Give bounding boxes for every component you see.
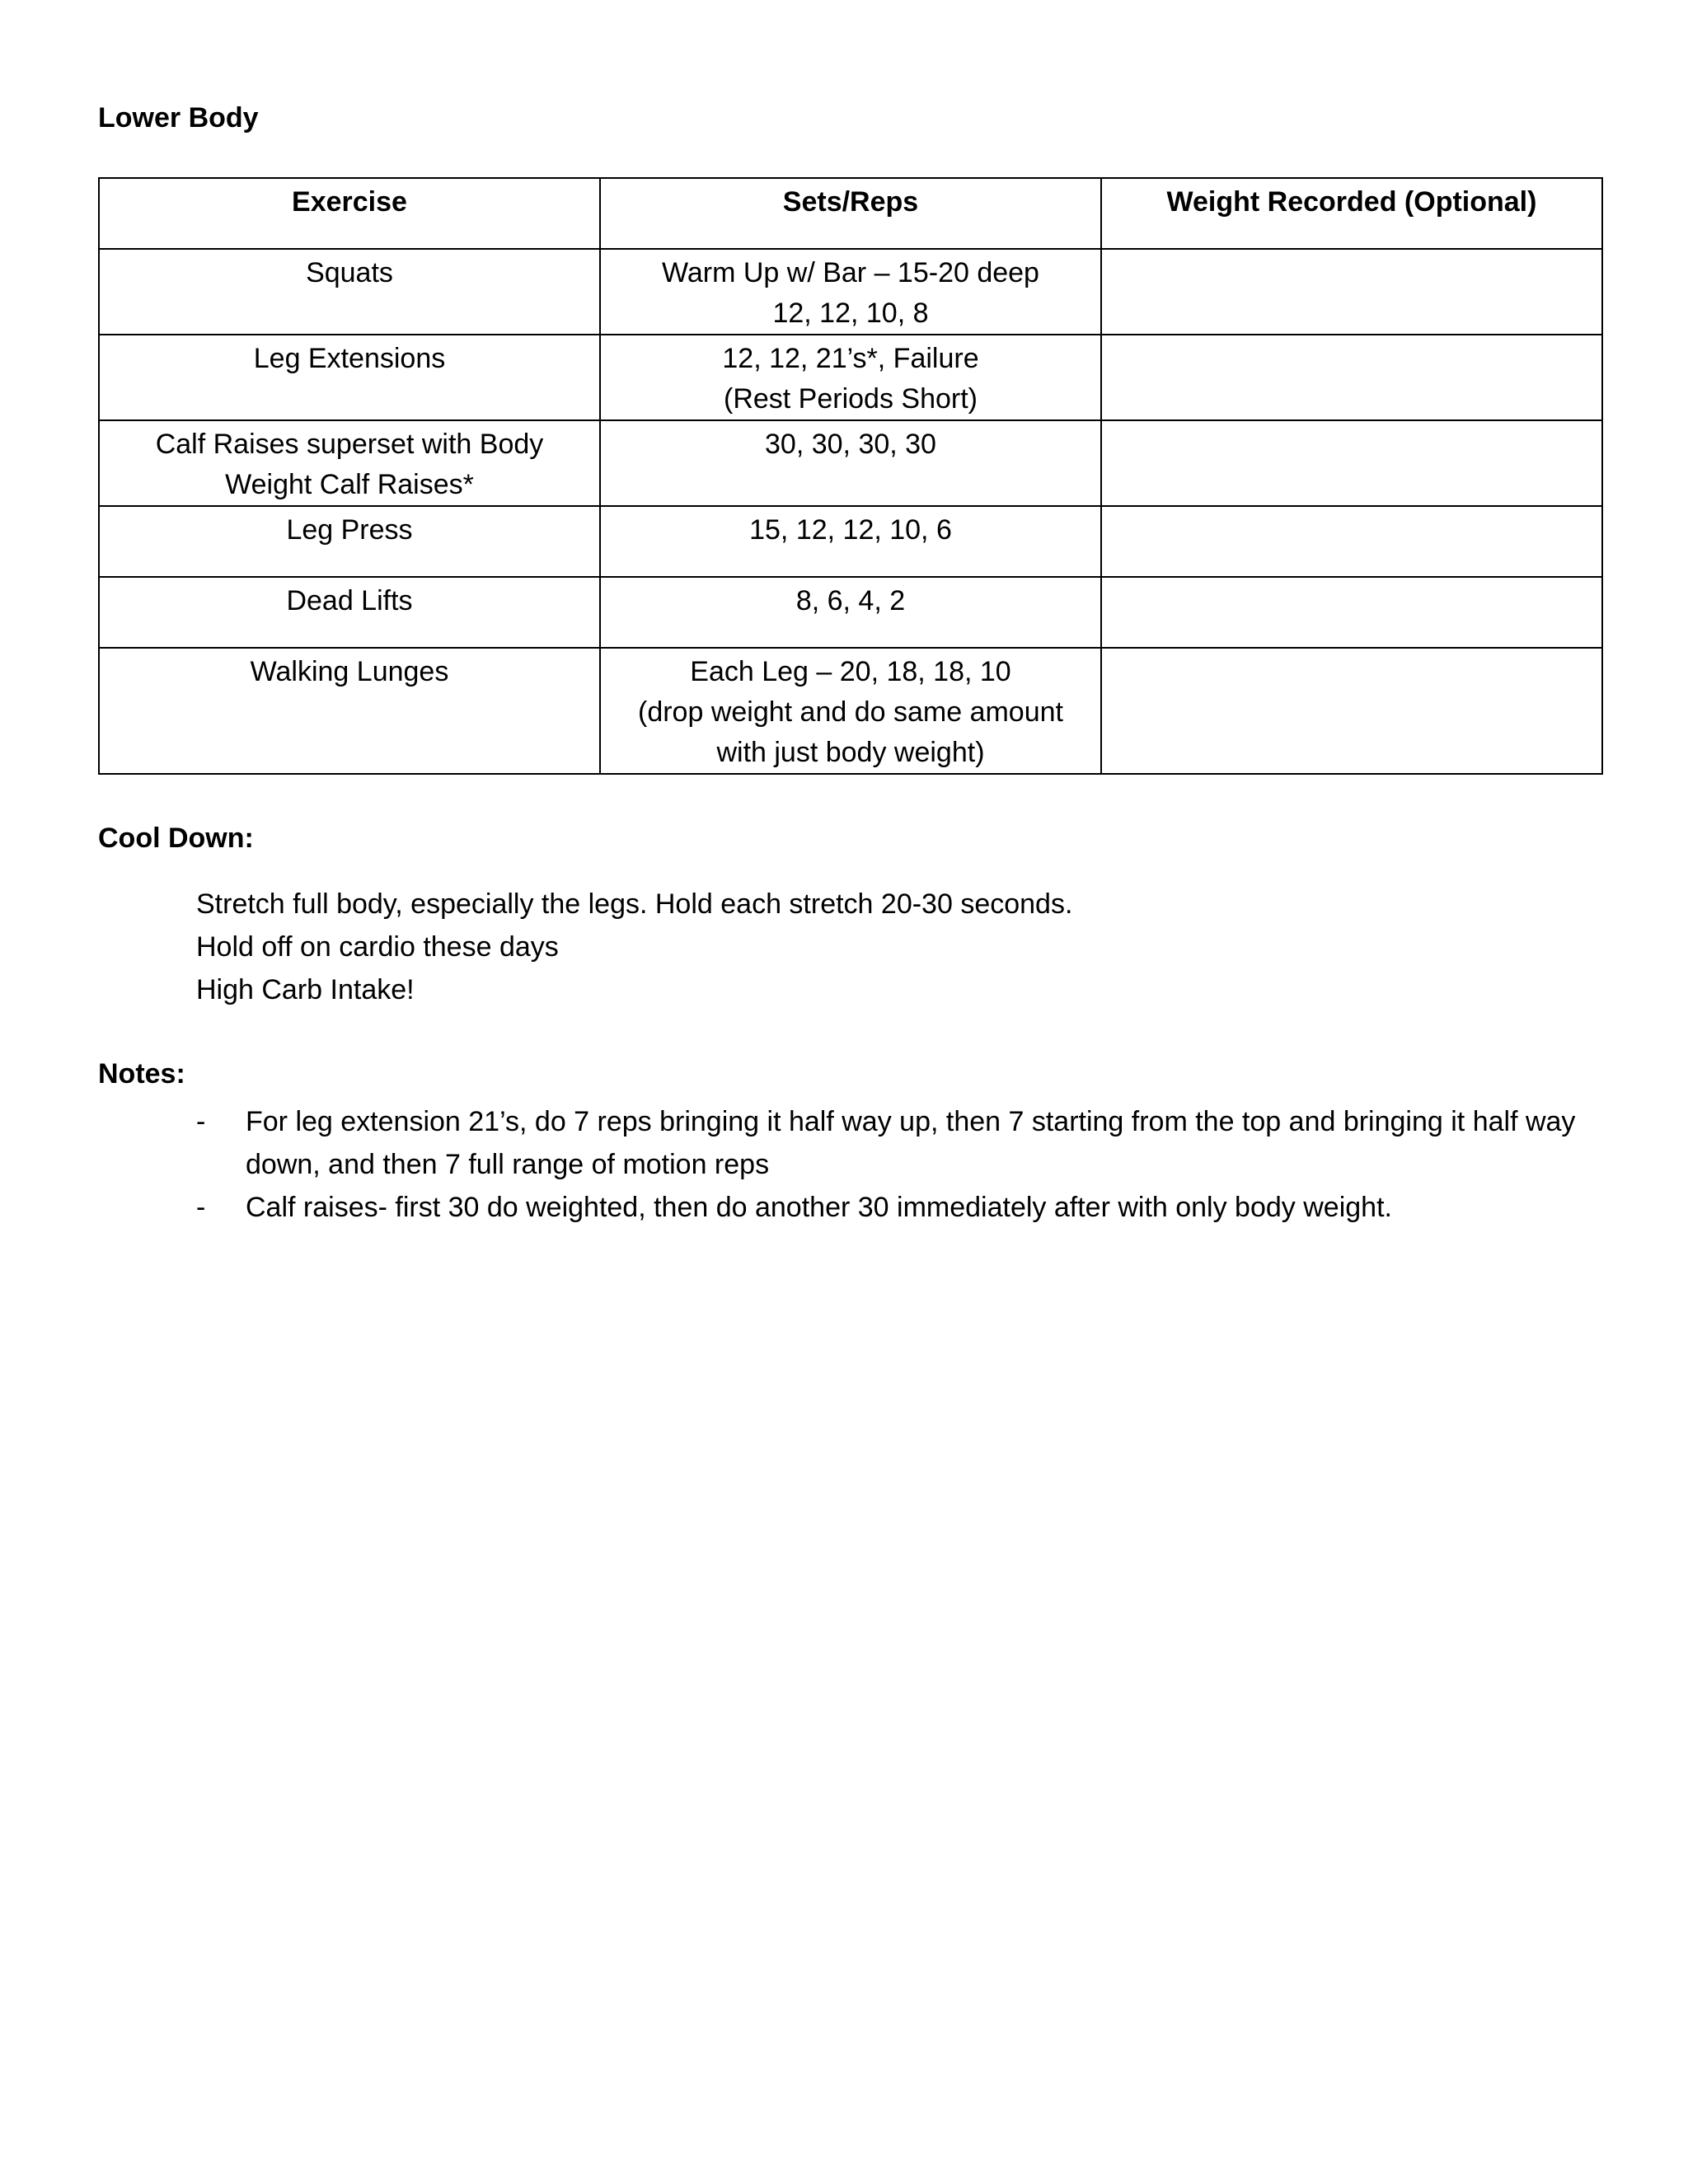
weight-cell[interactable] <box>1101 249 1602 335</box>
sets-reps-line: with just body weight) <box>716 737 985 768</box>
notes-list <box>196 1100 1581 1229</box>
exercise-cell <box>99 648 600 774</box>
exercise-cell <box>99 506 600 577</box>
cool-down-item: High Carb Intake! <box>196 974 415 1005</box>
sets-reps-line: 30, 30, 30, 30 <box>765 429 936 460</box>
cool-down-heading: Cool Down: <box>98 823 254 854</box>
sets-reps-line: (Rest Periods Short) <box>724 383 978 415</box>
sets-reps-line: 12, 12, 10, 8 <box>772 298 929 329</box>
workout-table <box>98 177 1603 775</box>
sets-reps-cell <box>600 506 1101 577</box>
sets-reps-line: Warm Up w/ Bar – 15-20 deep <box>662 257 1039 288</box>
sets-reps-cell <box>600 648 1101 774</box>
exercise-name: Weight Calf Raises* <box>225 469 474 500</box>
notes-heading: Notes: <box>98 1058 185 1090</box>
sets-reps-cell <box>600 335 1101 420</box>
exercise-cell <box>99 249 600 335</box>
exercise-name: Squats <box>306 257 393 288</box>
sets-reps-cell <box>600 249 1101 335</box>
table-row <box>99 648 1602 774</box>
exercise-name: Walking Lunges <box>250 656 449 687</box>
column-header-sets-reps: Sets/Reps <box>600 178 1101 249</box>
exercise-name: Leg Press <box>286 514 413 546</box>
exercise-cell <box>99 577 600 648</box>
sets-reps-cell <box>600 420 1101 506</box>
weight-cell[interactable] <box>1101 648 1602 774</box>
exercise-cell <box>99 420 600 506</box>
cool-down-item: Hold off on cardio these days <box>196 931 559 963</box>
exercise-name: Calf Raises superset with Body <box>155 429 544 460</box>
weight-cell[interactable] <box>1101 335 1602 420</box>
note-text: Calf raises- first 30 do weighted, then do another 30 immediately after with only body weight. <box>246 1192 1392 1223</box>
cool-down-item: Stretch full body, especially the legs. Hold each stretch 20-30 seconds. <box>196 888 1073 920</box>
column-header-exercise: Exercise <box>99 178 600 249</box>
dash-bullet: - <box>196 1192 206 1223</box>
exercise-name: Leg Extensions <box>253 343 446 374</box>
note-item <box>196 1100 1581 1186</box>
sets-reps-line: 12, 12, 21’s*, Failure <box>722 343 979 374</box>
weight-cell[interactable] <box>1101 506 1602 577</box>
table-header-row <box>99 178 1602 249</box>
table-row <box>99 249 1602 335</box>
exercise-cell <box>99 335 600 420</box>
sets-reps-line: 8, 6, 4, 2 <box>795 585 906 616</box>
table-row <box>99 506 1602 577</box>
weight-cell[interactable] <box>1101 420 1602 506</box>
lower-body-heading: Lower Body <box>98 102 259 134</box>
table-row <box>99 577 1602 648</box>
note-item <box>196 1186 1581 1229</box>
sets-reps-line: (drop weight and do same amount <box>638 696 1063 728</box>
dash-bullet: - <box>196 1106 206 1137</box>
cool-down-list <box>196 883 1072 1011</box>
exercise-name: Dead Lifts <box>286 585 413 616</box>
table-row <box>99 335 1602 420</box>
sets-reps-line: 15, 12, 12, 10, 6 <box>749 514 952 546</box>
note-text: For leg extension 21’s, do 7 reps bringing it half way up, then 7 starting from the top and bringing it half way down, and then 7 full range of motion reps <box>246 1106 1576 1180</box>
weight-cell[interactable] <box>1101 577 1602 648</box>
column-header-weight: Weight Recorded (Optional) <box>1101 178 1602 249</box>
sets-reps-line: Each Leg – 20, 18, 18, 10 <box>690 656 1011 687</box>
table-row <box>99 420 1602 506</box>
sets-reps-cell <box>600 577 1101 648</box>
